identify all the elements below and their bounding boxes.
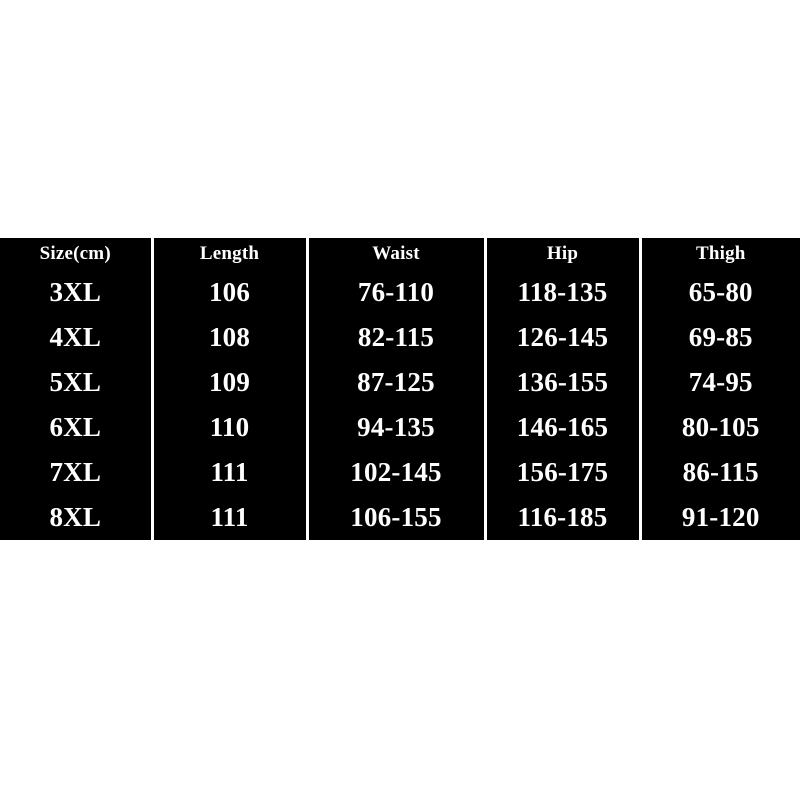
table-row xyxy=(0,450,800,495)
table-row xyxy=(0,270,800,315)
table-row xyxy=(0,315,800,360)
column-header-hip: Hip xyxy=(485,238,640,270)
cell-size: 4XL xyxy=(0,315,152,360)
table-row xyxy=(0,495,800,540)
cell-length: 111 xyxy=(152,450,307,495)
size-chart-container xyxy=(0,238,800,540)
table-header-row xyxy=(0,238,800,270)
cell-thigh: 86-115 xyxy=(640,450,800,495)
cell-hip: 156-175 xyxy=(485,450,640,495)
cell-waist: 76-110 xyxy=(307,270,485,315)
cell-waist: 87-125 xyxy=(307,360,485,405)
cell-waist: 102-145 xyxy=(307,450,485,495)
cell-hip: 126-145 xyxy=(485,315,640,360)
cell-size: 5XL xyxy=(0,360,152,405)
cell-length: 109 xyxy=(152,360,307,405)
cell-waist: 106-155 xyxy=(307,495,485,540)
cell-hip: 116-185 xyxy=(485,495,640,540)
cell-hip: 136-155 xyxy=(485,360,640,405)
cell-hip: 118-135 xyxy=(485,270,640,315)
cell-size: 3XL xyxy=(0,270,152,315)
cell-thigh: 65-80 xyxy=(640,270,800,315)
cell-thigh: 74-95 xyxy=(640,360,800,405)
cell-length: 110 xyxy=(152,405,307,450)
cell-hip: 146-165 xyxy=(485,405,640,450)
column-header-thigh: Thigh xyxy=(640,238,800,270)
size-chart-table xyxy=(0,238,800,540)
table-row xyxy=(0,405,800,450)
column-header-size: Size(cm) xyxy=(0,238,152,270)
cell-waist: 82-115 xyxy=(307,315,485,360)
cell-size: 7XL xyxy=(0,450,152,495)
cell-size: 6XL xyxy=(0,405,152,450)
cell-length: 111 xyxy=(152,495,307,540)
cell-length: 106 xyxy=(152,270,307,315)
cell-length: 108 xyxy=(152,315,307,360)
cell-size: 8XL xyxy=(0,495,152,540)
column-header-length: Length xyxy=(152,238,307,270)
table-row xyxy=(0,360,800,405)
cell-thigh: 80-105 xyxy=(640,405,800,450)
cell-thigh: 91-120 xyxy=(640,495,800,540)
cell-waist: 94-135 xyxy=(307,405,485,450)
column-header-waist: Waist xyxy=(307,238,485,270)
cell-thigh: 69-85 xyxy=(640,315,800,360)
